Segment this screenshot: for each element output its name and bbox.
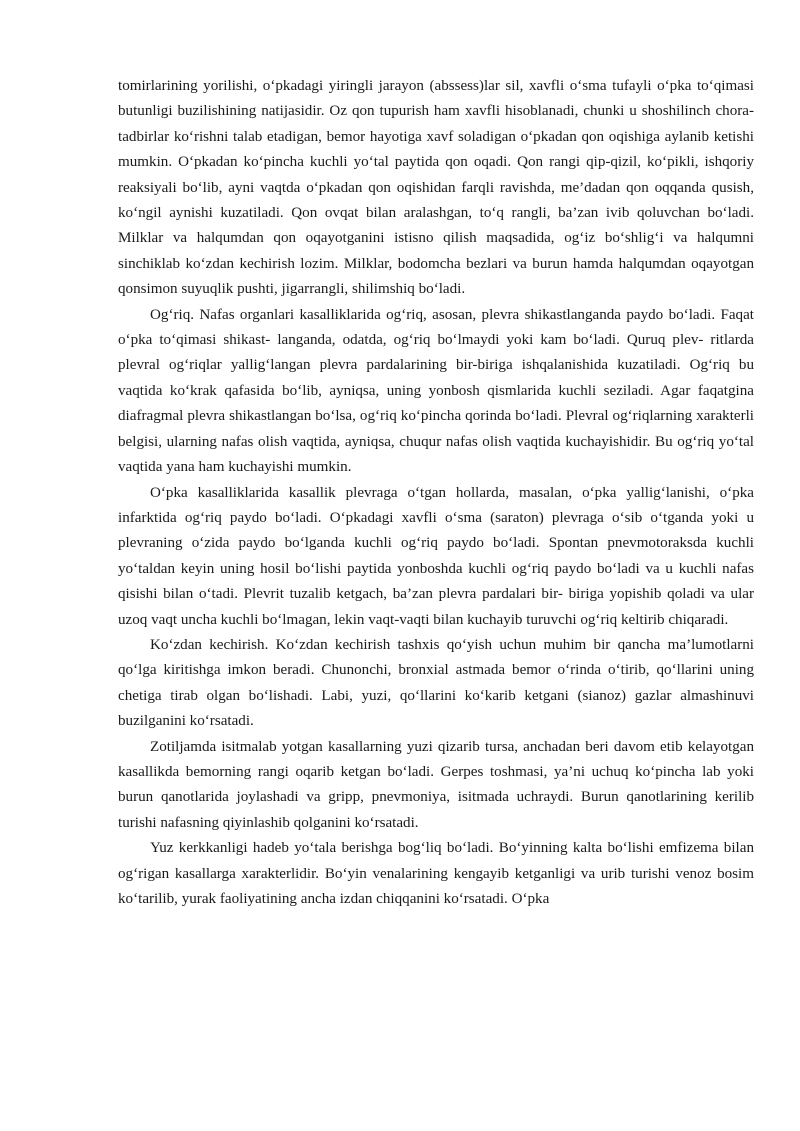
paragraph-continuation: tomirlarining yorilishi, o‘pkadagi yiringli jarayon (abssess)lar sil, xavfli o‘sma tufayli o‘pka to‘qimasi butunligi buzilishining natijasidir. Oz qon tupurish ham xavfli hisoblanadi, chunki u shoshilinch chora- tadbirlar ko‘rishni talab etadigan, bemor hayotiga xavf soladigan o‘pkadan qon oqishiga aylanib ketishi mumkin. O‘pkadan ko‘pincha kuchli yo‘tal paytida qon oqadi. Qon rangi qip-qizil, ko‘pikli, ishqoriy reaksiyali bo‘lib, ayni vaqtda o‘pkadan qon oqishidan farqli ravishda, me’dadan qon oqqanda qusish, ko‘ngil aynishi kuzatiladi. Qon ovqat bilan aralashgan, to‘q rangli, ba’zan ivib qoluvchan bo‘ladi. Milklar va halqumdan qon oqayotganini istisno qilish maqsadida, og‘iz bo‘shlig‘i va halqumni sinchiklab ko‘zdan kechirish lozim. Milklar, bodomcha bezlari va burun hamda halqumdan oqayotgan qonsimon suyuqlik pushti, jigarrangli, shilimshiq bo‘ladi. — [118, 78, 754, 298]
paragraph-ogriq: Og‘riq. Nafas organlari kasalliklarida og‘riq, asosan, plevra shikastlanganda paydo bo‘ladi. Faqat o‘pka to‘qimasi shikast- langanda, odatda, og‘riq bo‘lmaydi yoki kam bo‘ladi. Quruq plev- ritlarda plevral og‘riqlar yallig‘langan plevra pardalarining bir-biriga ishqalanishida kuzatiladi. Og‘riq bu vaqtida ko‘krak qafasida bo‘lib, ayniqsa, uning yonbosh qismlarida kuchli seziladi. Agar faqatgina diafragmal plevra shikastlangan bo‘lsa, og‘riq ko‘pincha qorinda bo‘ladi. Plevral og‘riqlarning xarakterli belgisi, ularning nafas olish vaqtida, ayniqsa, chuqur nafas olish vaqtida kuchayishidir. Bu og‘riq yo‘tal vaqtida yana ham kuchayishi mumkin. — [118, 306, 754, 476]
document-page — [118, 74, 754, 912]
paragraph-yuz-kerkkanligi: Yuz kerkkanligi hadeb yo‘tala berishga bog‘liq bo‘ladi. Bo‘yinning kalta bo‘lishi emfizema bilan og‘rigan kasallarga xarakterlidir. Bo‘yin venalarining kengayib ketganligi va urib turishi venoz bosim ko‘tarilib, yurak faoliyatining ancha izdan chiqqanini ko‘rsatadi. O‘pka — [118, 840, 754, 907]
paragraph-zotiljam: Zotiljamda isitmalab yotgan kasallarning yuzi qizarib tursa, anchadan beri davom etib kelayotgan kasallikda bemorning rangi oqarib ketgan bo‘ladi. Gerpes toshmasi, ya’ni uchuq ko‘pincha lab yoki burun qanotlarida joylashadi va gripp, pnevmoniya, isitmada uchraydi. Burun qanotlarining kerilib turishi nafasning qiyinlashib qolganini ko‘rsatadi. — [118, 738, 754, 831]
paragraph-kozdan-kechirish: Ko‘zdan kechirish. Ko‘zdan kechirish tashxis qo‘yish uchun muhim bir qancha ma’lumotlarni qo‘lga kiritishga imkon beradi. Chunonchi, bronxial astmada bemor o‘rinda o‘tirib, qo‘llarini uning chetiga tirab olgan bo‘lishadi. Labi, yuzi, qo‘llarini ko‘karib ketgani (sianoz) gazlar almashinuvi buzilganini ko‘rsatadi. — [118, 636, 754, 730]
paragraph-opka-kasalliklari: O‘pka kasalliklarida kasallik plevraga o‘tgan hollarda, masalan, o‘pka yallig‘lanishi, o‘pka infarktida og‘riq paydo bo‘ladi. O‘pkadagi xavfli o‘sma (saraton) plevraga o‘sib o‘tganda yoki u plevraning o‘zida paydo bo‘lganda kuchli og‘riq paydo bo‘ladi. Spontan pnevmotoraksda kuchli yo‘taldan keyin uning hosil bo‘lishi paytida yonboshda kuchli og‘riq paydo bo‘ladi va u kuchli nafas qisishi bilan o‘tadi. Plevrit tuzalib ketgach, ba’zan plevra pardalari bir- biriga yopishib qoladi va ular uzoq vaqt uncha kuchli bo‘lmagan, lekin vaqt-vaqti bilan kuchayib turuvchi og‘riq keltirib chiqaradi. — [118, 484, 754, 628]
